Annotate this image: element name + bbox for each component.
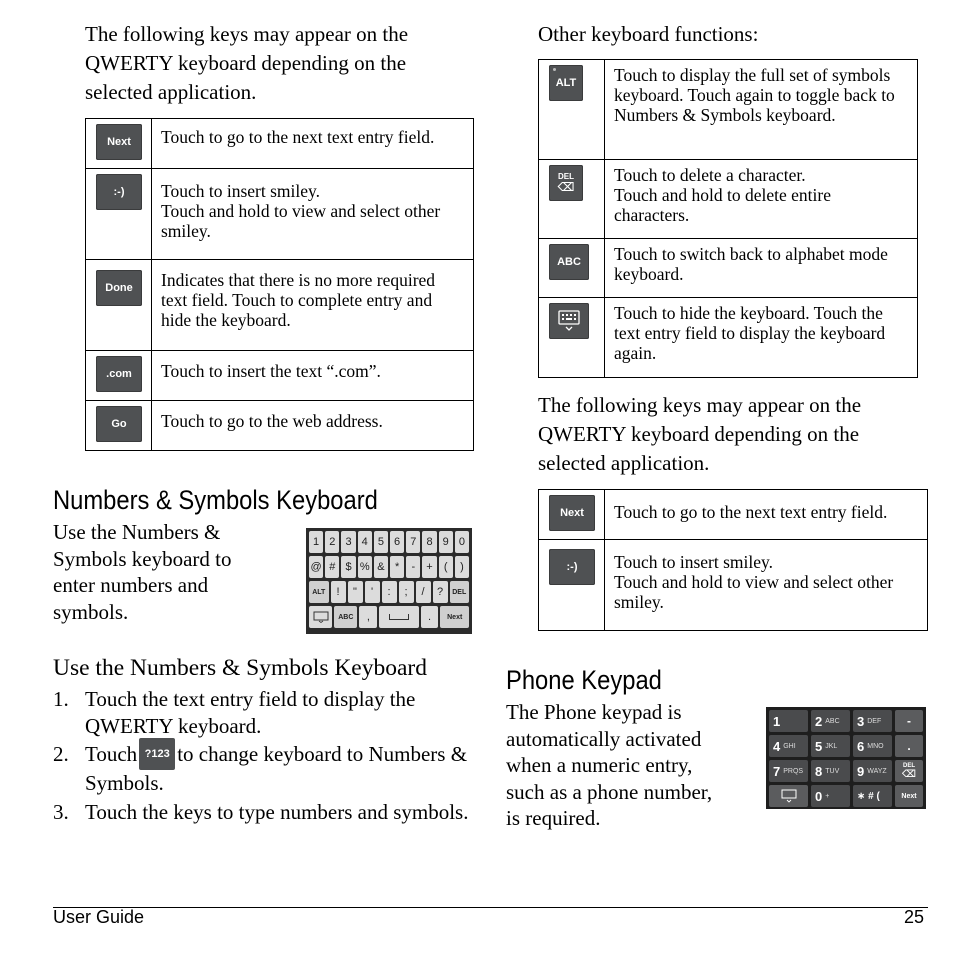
go-key-icon: Go bbox=[96, 406, 142, 442]
keyboard-key: Next bbox=[440, 606, 469, 628]
key-description: Touch to hide the keyboard. Touch the text entry field to display the keyboard again. bbox=[605, 298, 918, 378]
next-key-icon: Next bbox=[96, 124, 142, 160]
keypad-key: 7 PRQS bbox=[769, 760, 808, 782]
keypad-key: 2 ABC bbox=[811, 710, 850, 732]
symbols-key-icon: ?123 bbox=[139, 738, 175, 770]
key-description: Touch to go to the next text entry field. bbox=[152, 119, 474, 169]
keypad-key: - bbox=[895, 710, 923, 732]
intro-paragraph: The following keys may appear on the QWERTY keyboard depending on the selected application. bbox=[85, 22, 409, 104]
keyboard-icon bbox=[769, 785, 808, 807]
key-description: Indicates that there is no more required text field. Touch to complete entry and hide the keyboard. bbox=[152, 260, 474, 351]
key-description: Touch and hold to view and select other smiley. bbox=[614, 572, 894, 612]
list-item bbox=[53, 799, 473, 826]
keyboard-key: 1 bbox=[309, 531, 323, 553]
phone-keypad-description: The Phone keypad is automatically activated when a numeric entry, such as a phone number, is required. bbox=[506, 700, 713, 830]
keyboard-key: ' bbox=[365, 581, 380, 603]
keyboard-key: : bbox=[382, 581, 397, 603]
keyboard-key: " bbox=[348, 581, 363, 603]
key-description: Touch to display the full set of symbols keyboard. Touch again to toggle back to Numbers & Symbols keyboard. bbox=[605, 60, 918, 160]
other-functions-heading: Other keyboard functions: bbox=[538, 22, 759, 46]
intro-paragraph-2: The following keys may appear on the QWERTY keyboard depending on the selected application. bbox=[538, 393, 862, 475]
steps-list bbox=[53, 686, 473, 826]
use-keyboard-subheading: Use the Numbers & Symbols Keyboard bbox=[53, 655, 427, 681]
functions-table bbox=[538, 59, 918, 378]
hide-keyboard-icon bbox=[549, 303, 589, 339]
key-description: Touch to insert smiley. bbox=[614, 552, 774, 572]
keyboard-key: 4 bbox=[358, 531, 372, 553]
key-description: Touch and hold to view and select other smiley. bbox=[161, 201, 441, 241]
done-key-icon: Done bbox=[96, 270, 142, 306]
keyboard-key: $ bbox=[341, 556, 355, 578]
keyboard-key: ) bbox=[455, 556, 469, 578]
keyboard-key: & bbox=[374, 556, 388, 578]
step-text: Touch the keys to type numbers and symbols. bbox=[85, 800, 469, 825]
keyboard-icon bbox=[309, 606, 332, 628]
keyboard-key: + bbox=[422, 556, 436, 578]
keyboard-key: * bbox=[390, 556, 404, 578]
step-number: 1. bbox=[53, 687, 69, 711]
key-description: Touch to delete a character. bbox=[614, 165, 806, 185]
footer-title: User Guide bbox=[53, 907, 145, 927]
numbers-symbols-description: Use the Numbers & Symbols keyboard to enter numbers and symbols. bbox=[53, 520, 232, 624]
alt-key-icon: ALT bbox=[549, 65, 583, 101]
keypad-key: 6 MNO bbox=[853, 735, 892, 757]
step-number: 2. bbox=[53, 742, 69, 766]
numbers-symbols-keyboard-image bbox=[306, 528, 472, 634]
delete-key: DEL ⌫ bbox=[895, 760, 923, 782]
keyboard-key: . bbox=[421, 606, 439, 628]
phone-keypad-image bbox=[766, 707, 926, 809]
keyboard-key: ? bbox=[433, 581, 448, 603]
keyboard-key: ( bbox=[439, 556, 453, 578]
keys-table-2 bbox=[538, 489, 928, 631]
keyboard-key: # bbox=[325, 556, 339, 578]
keyboard-key: 9 bbox=[439, 531, 453, 553]
keyboard-key: DEL bbox=[450, 581, 470, 603]
keyboard-key: - bbox=[406, 556, 420, 578]
key-description: Touch to go to the web address. bbox=[152, 401, 474, 451]
keypad-key: 4 GHI bbox=[769, 735, 808, 757]
step-text: to change keyboard to Numbers & Symbols. bbox=[85, 742, 468, 796]
keyboard-key: ! bbox=[331, 581, 346, 603]
key-description: Touch to go to the next text entry field. bbox=[605, 490, 928, 540]
delete-key-icon: DEL ⌫ bbox=[549, 165, 583, 201]
keyboard-key: / bbox=[416, 581, 431, 603]
keypad-key: 0 + bbox=[811, 785, 850, 807]
keypad-key: 3 DEF bbox=[853, 710, 892, 732]
dotcom-key-icon: .com bbox=[96, 356, 142, 392]
abc-key-icon: ABC bbox=[549, 244, 589, 280]
keyboard-key: @ bbox=[309, 556, 323, 578]
keyboard-key: 3 bbox=[341, 531, 355, 553]
keypad-key: 8 TUV bbox=[811, 760, 850, 782]
step-text: Touch the text entry field to display the QWERTY keyboard. bbox=[85, 687, 416, 738]
footer-rule bbox=[53, 907, 928, 908]
phone-keypad-heading: Phone Keypad bbox=[506, 665, 662, 695]
smiley-key-icon: :-) bbox=[549, 549, 595, 585]
smiley-key-icon: :-) bbox=[96, 174, 142, 210]
page-number: 25 bbox=[904, 907, 925, 927]
keyboard-key: 2 bbox=[325, 531, 339, 553]
key-description: Touch to insert smiley. bbox=[161, 181, 321, 201]
keys-table bbox=[85, 118, 474, 451]
keyboard-key: 0 bbox=[455, 531, 469, 553]
key-description: Touch to insert the text “.com”. bbox=[152, 351, 474, 401]
step-number: 3. bbox=[53, 800, 69, 825]
keyboard-key: 6 bbox=[390, 531, 404, 553]
keypad-key: 5 JKL bbox=[811, 735, 850, 757]
keypad-key: Next bbox=[895, 785, 923, 807]
keyboard-key: ALT bbox=[309, 581, 329, 603]
keyboard-key: 8 bbox=[422, 531, 436, 553]
numbers-symbols-heading: Numbers & Symbols Keyboard bbox=[53, 485, 378, 515]
keyboard-key: 5 bbox=[374, 531, 388, 553]
step-text: Touch bbox=[85, 742, 138, 766]
keyboard-key: ; bbox=[399, 581, 414, 603]
keyboard-key: ABC bbox=[334, 606, 357, 628]
keyboard-key: , bbox=[359, 606, 377, 628]
space-key bbox=[379, 606, 418, 628]
next-key-icon: Next bbox=[549, 495, 595, 531]
keypad-key: ∗ # ( bbox=[853, 785, 892, 807]
key-description: Touch to switch back to alphabet mode keyboard. bbox=[605, 239, 918, 298]
keypad-key: 1 bbox=[769, 710, 808, 732]
list-item bbox=[53, 741, 473, 797]
keypad-key: 9 WAYZ bbox=[853, 760, 892, 782]
list-item bbox=[53, 686, 473, 740]
keyboard-key: % bbox=[358, 556, 372, 578]
keypad-key: . bbox=[895, 735, 923, 757]
keyboard-key: 7 bbox=[406, 531, 420, 553]
key-description: Touch and hold to delete entire characters. bbox=[614, 185, 831, 225]
